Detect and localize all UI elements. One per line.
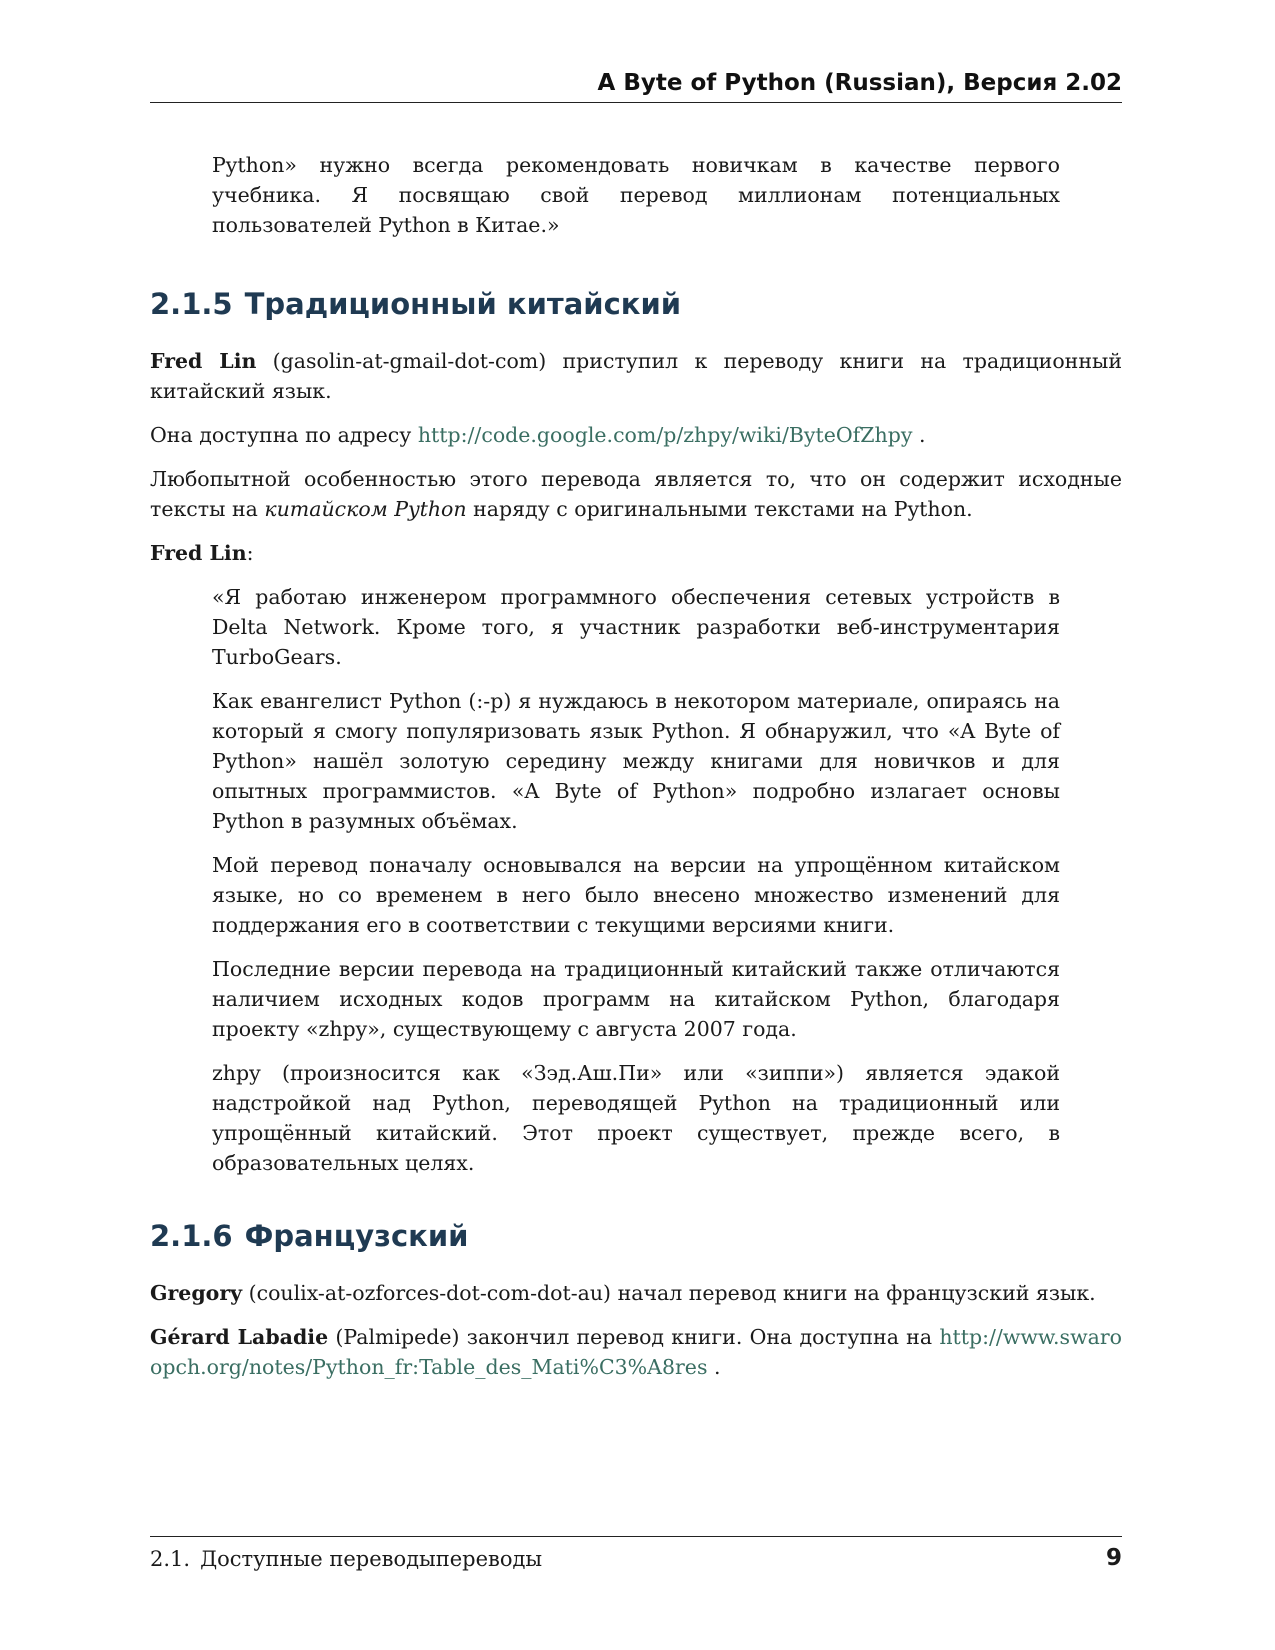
- paragraph-gerard: Gérard Labadie (Palmipede) закончил перевод книги. Она доступна на http://www.swaroopch.org/notes/Python_fr:Table_des_Mati%C3%A8res .: [150, 1325, 1122, 1379]
- book-title: A Byte of Python (Russian), Версия 2.02: [597, 70, 1122, 96]
- paragraph-fred-lin: Fred Lin (gasolin-at-gmail-dot-com) приступил к переводу книги на традиционный китайский язык.: [150, 349, 1122, 403]
- footer-section-title: Доступные переводыпереводы: [200, 1547, 543, 1571]
- section-heading-traditional-chinese: [150, 286, 1122, 322]
- french-translation-link[interactable]: http://www.swaroopch.org/notes/Python_fr:Table_des_Mati%C3%A8res: [150, 1325, 1122, 1379]
- running-footer: [150, 1536, 1122, 1577]
- section-number: 2.1.6: [150, 1219, 233, 1253]
- running-header: [150, 68, 1122, 103]
- section-title: Французский: [244, 1219, 469, 1253]
- section-number: 2.1.5: [150, 287, 233, 321]
- paragraph-availability: Она доступна по адресу http://code.google.com/p/zhpy/wiki/ByteOfZhpy .: [150, 423, 926, 447]
- section-title: Традиционный китайский: [244, 287, 682, 321]
- person-name: Fred Lin: [150, 349, 257, 373]
- quote-paragraph: Мой перевод поначалу основывался на версии на упрощённом китайском языке, но со временем в него было внесено множество изменений для поддержания его в соответствии с текущими версиями книги.: [212, 853, 1060, 937]
- page-number: 9: [1105, 1545, 1122, 1571]
- quote-paragraph: zhpy (произносится как «Зэд.Аш.Пи» или «зиппи») является эдакой надстройкой над Python, переводящей Python на традиционный или упрощённый китайский. Этот проект существует, прежде всего, в образовательных целях.: [212, 1061, 1060, 1175]
- zhpy-link[interactable]: http://code.google.com/p/zhpy/wiki/ByteOfZhpy: [417, 423, 913, 447]
- footer-section: [150, 1547, 542, 1571]
- quote-paragraph: Как евангелист Python (:-p) я нуждаюсь в некотором материале, опираясь на который я смогу популяризовать язык Python. Я обнаружил, что «A Byte of Python» нашёл золотую середину между книгами для новичков и для опытных программистов. «A Byte of Python» подробно излагает основы Python в разумных объёмах.: [212, 689, 1060, 833]
- page-content: [150, 150, 1122, 1396]
- quote-paragraph: Последние версии перевода на традиционный китайский также отличаются наличием исходных кодов программ на китайском Python, благодаря проекту «zhpy», существующему с августа 2007 года.: [212, 957, 1060, 1041]
- fred-lin-quote: [212, 582, 1060, 1178]
- paragraph-gregory: Gregory (coulix-at-ozforces-dot-com-dot-au) начал перевод книги на французский язык.: [150, 1281, 1096, 1305]
- italic-term: китайском Python: [264, 497, 467, 521]
- footer-section-number: 2.1.: [150, 1547, 191, 1571]
- paragraph-quote-attribution: Fred Lin:: [150, 541, 254, 565]
- person-name: Gregory: [150, 1281, 243, 1305]
- person-name: Gérard Labadie: [150, 1325, 329, 1349]
- intro-quote-text: Python» нужно всегда рекомендовать новичкам в качестве первого учебника. Я посвящаю свой перевод миллионам потенциальных пользователей Python в Китае.»: [212, 153, 1060, 237]
- intro-quote: [212, 150, 1060, 240]
- paragraph-feature: Любопытной особенностью этого перевода является то, что он содержит исходные тексты на китайском Python наряду с оригинальными текстами на Python.: [150, 467, 1122, 521]
- quote-paragraph: «Я работаю инженером программного обеспечения сетевых устройств в Delta Network. Кроме того, я участник разработки веб-инструментария TurboGears.: [212, 585, 1060, 669]
- person-name: Fred Lin: [150, 541, 247, 565]
- section-heading-french: [150, 1218, 1122, 1254]
